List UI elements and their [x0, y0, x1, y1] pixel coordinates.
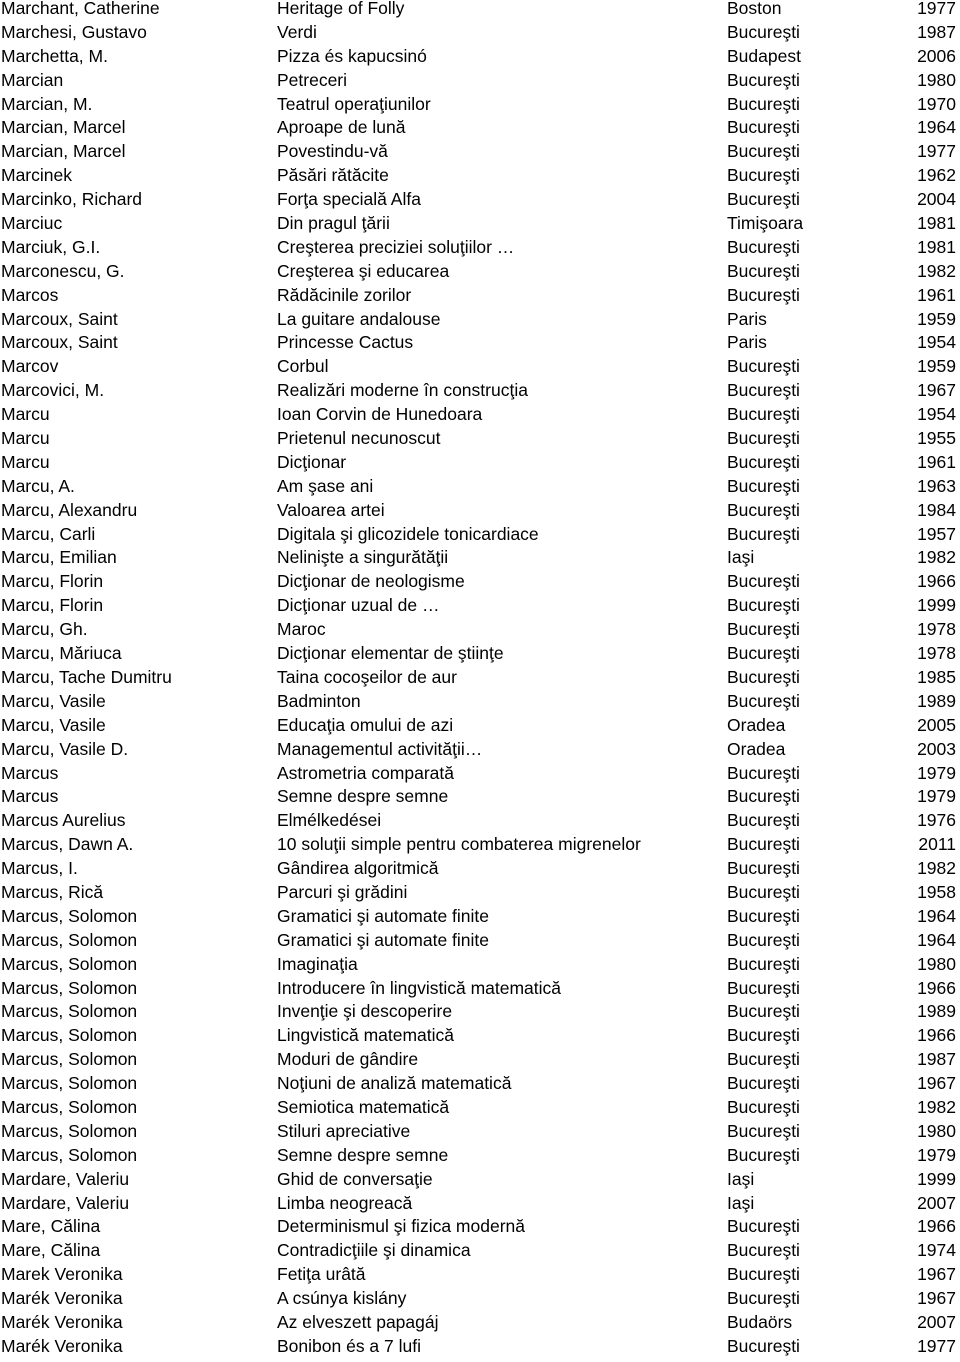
year-cell: 2007	[917, 1311, 956, 1332]
catalog-row	[0, 881, 960, 905]
year-cell: 1980	[917, 69, 956, 90]
city-cell: Bucureşti	[727, 762, 800, 783]
author-cell: Marcus Aurelius	[1, 810, 126, 831]
city-cell: Bucureşti	[727, 1120, 800, 1141]
catalog-row	[0, 666, 960, 690]
city-cell: Bucureşti	[727, 571, 800, 592]
title-cell: Gramatici şi automate finite	[277, 929, 490, 950]
catalog-row	[0, 1048, 960, 1072]
author-cell: Marcov	[1, 356, 59, 377]
catalog-row	[0, 833, 960, 857]
title-cell: Introducere în lingvistică matematică	[277, 977, 562, 998]
city-cell: Bucureşti	[727, 165, 800, 186]
city-cell: Iaşi	[727, 1192, 755, 1213]
year-cell: 1966	[917, 977, 956, 998]
catalog-row	[0, 1120, 960, 1144]
title-cell: Princesse Cactus	[277, 332, 414, 353]
catalog-row	[0, 642, 960, 666]
author-cell: Marciuc	[1, 213, 63, 234]
title-cell: Taina cocoşeilor de aur	[277, 666, 457, 687]
year-cell: 1980	[917, 953, 956, 974]
city-cell: Iaşi	[727, 547, 755, 568]
author-cell: Marcu, Vasile	[1, 690, 106, 711]
title-cell: Contradicţiile şi dinamica	[277, 1240, 471, 1261]
title-cell: Fetiţa urâtă	[277, 1264, 366, 1285]
city-cell: Budaörs	[727, 1311, 793, 1332]
catalog-row	[0, 1287, 960, 1311]
catalog-row	[0, 977, 960, 1001]
author-cell: Marcinko, Richard	[1, 189, 143, 210]
city-cell: Bucureşti	[727, 499, 800, 520]
city-cell: Iaşi	[727, 1168, 755, 1189]
title-cell: Digitala şi glicozidele tonicardiace	[277, 523, 539, 544]
year-cell: 1999	[917, 1168, 956, 1189]
city-cell: Bucureşti	[727, 643, 800, 664]
city-cell: Bucureşti	[727, 451, 800, 472]
title-cell: Noţiuni de analiză matematică	[277, 1073, 512, 1094]
title-cell: Creşterea preciziei soluţiilor …	[277, 236, 515, 257]
year-cell: 2006	[917, 45, 956, 66]
catalog-row	[0, 403, 960, 427]
catalog-row	[0, 1024, 960, 1048]
title-cell: Invenţie şi descoperire	[277, 1001, 453, 1022]
author-cell: Mardare, Valeriu	[1, 1192, 130, 1213]
title-cell: 10 soluţii simple pentru combaterea migrenelor	[277, 834, 641, 855]
title-cell: Ioan Corvin de Hunedoara	[277, 404, 483, 425]
year-cell: 1979	[917, 762, 956, 783]
title-cell: Semiotica matematică	[277, 1096, 450, 1117]
title-cell: Aproape de lună	[277, 117, 406, 138]
city-cell: Bucureşti	[727, 810, 800, 831]
city-cell: Bucureşti	[727, 1073, 800, 1094]
author-cell: Marcu, A.	[1, 475, 75, 496]
author-cell: Marcu, Vasile	[1, 714, 106, 735]
city-cell: Bucureşti	[727, 666, 800, 687]
catalog-row	[0, 690, 960, 714]
author-cell: Marcus, I.	[1, 858, 78, 879]
year-cell: 1967	[917, 380, 956, 401]
city-cell: Bucureşti	[727, 428, 800, 449]
author-cell: Marcu, Alexandru	[1, 499, 138, 520]
year-cell: 2011	[918, 834, 956, 855]
catalog-row	[0, 284, 960, 308]
title-cell: Teatrul operaţiunilor	[277, 93, 431, 114]
year-cell: 1961	[917, 284, 956, 305]
year-cell: 1966	[917, 1216, 956, 1237]
title-cell: Semne despre semne	[277, 1144, 449, 1165]
title-cell: Astrometria comparată	[277, 762, 455, 783]
author-cell: Marcus, Solomon	[1, 1049, 138, 1070]
title-cell: A csúnya kislány	[277, 1288, 407, 1309]
year-cell: 1979	[917, 786, 956, 807]
author-cell: Mare, Călina	[1, 1216, 101, 1237]
year-cell: 1964	[917, 929, 956, 950]
city-cell: Bucureşti	[727, 189, 800, 210]
city-cell: Bucureşti	[727, 475, 800, 496]
catalog-row	[0, 785, 960, 809]
catalog-row	[0, 260, 960, 284]
city-cell: Bucureşti	[727, 786, 800, 807]
year-cell: 1964	[917, 905, 956, 926]
year-cell: 1977	[917, 141, 956, 162]
title-cell: Imaginaţia	[277, 953, 358, 974]
catalog-row	[0, 236, 960, 260]
catalog-row	[0, 1239, 960, 1263]
year-cell: 1977	[917, 0, 956, 18]
city-cell: Bucureşti	[727, 595, 800, 616]
catalog-row	[0, 499, 960, 523]
city-cell: Bucureşti	[727, 1096, 800, 1117]
city-cell: Bucureşti	[727, 881, 800, 902]
year-cell: 1982	[917, 260, 956, 281]
city-cell: Bucureşti	[727, 858, 800, 879]
catalog-row	[0, 331, 960, 355]
catalog-row	[0, 427, 960, 451]
catalog-row	[0, 953, 960, 977]
year-cell: 1967	[917, 1264, 956, 1285]
title-cell: Realizări moderne în construcţia	[277, 380, 528, 401]
author-cell: Marcus	[1, 786, 59, 807]
catalog-row	[0, 1000, 960, 1024]
title-cell: Determinismul şi fizica modernă	[277, 1216, 525, 1237]
title-cell: Limba neogreacă	[277, 1192, 413, 1213]
title-cell: Maroc	[277, 619, 326, 640]
author-cell: Marcovici, M.	[1, 380, 105, 401]
year-cell: 1958	[917, 881, 956, 902]
year-cell: 1989	[917, 1001, 956, 1022]
title-cell: Gândirea algoritmică	[277, 858, 439, 879]
catalog-row	[0, 738, 960, 762]
author-cell: Marchesi, Gustavo	[1, 21, 147, 42]
catalog-row	[0, 475, 960, 499]
author-cell: Marcu, Tache Dumitru	[1, 666, 172, 687]
author-cell: Marcoux, Saint	[1, 308, 118, 329]
author-cell: Marcus, Dawn A.	[1, 834, 134, 855]
author-cell: Marcus, Solomon	[1, 1096, 138, 1117]
year-cell: 1974	[917, 1240, 956, 1261]
year-cell: 1962	[917, 165, 956, 186]
city-cell: Bucureşti	[727, 929, 800, 950]
catalog-row	[0, 140, 960, 164]
author-cell: Marcu	[1, 404, 50, 425]
city-cell: Bucureşti	[727, 953, 800, 974]
year-cell: 1979	[917, 1144, 956, 1165]
author-cell: Marcinek	[1, 165, 72, 186]
title-cell: Petreceri	[277, 69, 348, 90]
catalog-row	[0, 164, 960, 188]
catalog-row	[0, 594, 960, 618]
catalog-row	[0, 546, 960, 570]
city-cell: Bucureşti	[727, 141, 800, 162]
title-cell: Verdi	[277, 21, 317, 42]
author-cell: Marchant, Catherine	[1, 0, 160, 18]
year-cell: 2005	[917, 714, 956, 735]
title-cell: Heritage of Folly	[277, 0, 405, 18]
title-cell: Bonibon és a 7 lufi	[277, 1335, 421, 1356]
year-cell: 2004	[917, 189, 956, 210]
title-cell: Prietenul necunoscut	[277, 428, 441, 449]
author-cell: Marek Veronika	[1, 1264, 123, 1285]
catalog-row	[0, 905, 960, 929]
catalog-row	[0, 1144, 960, 1168]
author-cell: Marcu, Carli	[1, 523, 96, 544]
year-cell: 1966	[917, 571, 956, 592]
city-cell: Bucureşti	[727, 93, 800, 114]
catalog-row	[0, 355, 960, 379]
author-cell: Marconescu, G.	[1, 260, 125, 281]
catalog-row	[0, 116, 960, 140]
year-cell: 1978	[917, 619, 956, 640]
city-cell: Bucureşti	[727, 260, 800, 281]
catalog-row	[0, 1072, 960, 1096]
city-cell: Budapest	[727, 45, 801, 66]
year-cell: 2003	[917, 738, 956, 759]
year-cell: 1963	[917, 475, 956, 496]
year-cell: 1964	[917, 117, 956, 138]
title-cell: Moduri de gândire	[277, 1049, 419, 1070]
author-cell: Marcu, Florin	[1, 595, 104, 616]
year-cell: 1987	[917, 21, 956, 42]
catalog-row	[0, 857, 960, 881]
catalog-row	[0, 523, 960, 547]
city-cell: Boston	[727, 0, 782, 18]
city-cell: Bucureşti	[727, 977, 800, 998]
catalog-row	[0, 69, 960, 93]
city-cell: Bucureşti	[727, 905, 800, 926]
year-cell: 1966	[917, 1025, 956, 1046]
city-cell: Bucureşti	[727, 404, 800, 425]
year-cell: 1954	[917, 404, 956, 425]
catalog-row	[0, 618, 960, 642]
catalog-row	[0, 929, 960, 953]
year-cell: 1982	[917, 547, 956, 568]
title-cell: Rădăcinile zorilor	[277, 284, 412, 305]
year-cell: 1982	[917, 858, 956, 879]
year-cell: 1987	[917, 1049, 956, 1070]
city-cell: Bucureşti	[727, 117, 800, 138]
title-cell: Dicţionar elementar de ştiinţe	[277, 643, 504, 664]
catalog-row	[0, 451, 960, 475]
city-cell: Bucureşti	[727, 1144, 800, 1165]
title-cell: Az elveszett papagáj	[277, 1311, 439, 1332]
author-cell: Marcian, Marcel	[1, 141, 126, 162]
city-cell: Bucureşti	[727, 356, 800, 377]
title-cell: Nelinişte a singurătăţii	[277, 547, 449, 568]
title-cell: Ghid de conversaţie	[277, 1168, 433, 1189]
author-cell: Marcu	[1, 451, 50, 472]
year-cell: 1982	[917, 1096, 956, 1117]
author-cell: Marcus, Solomon	[1, 929, 138, 950]
year-cell: 1981	[917, 236, 956, 257]
city-cell: Bucureşti	[727, 523, 800, 544]
title-cell: Elmélkedései	[277, 810, 382, 831]
year-cell: 1985	[917, 666, 956, 687]
year-cell: 1957	[917, 523, 956, 544]
city-cell: Bucureşti	[727, 619, 800, 640]
title-cell: Forţa specială Alfa	[277, 189, 421, 210]
title-cell: Dicţionar uzual de …	[277, 595, 440, 616]
year-cell: 1959	[917, 356, 956, 377]
author-cell: Marék Veronika	[1, 1311, 123, 1332]
catalog-row	[0, 570, 960, 594]
author-cell: Mardare, Valeriu	[1, 1168, 130, 1189]
city-cell: Bucureşti	[727, 1049, 800, 1070]
author-cell: Marcu, Gh.	[1, 619, 88, 640]
author-cell: Marcu, Florin	[1, 571, 104, 592]
title-cell: Educaţia omului de azi	[277, 714, 454, 735]
author-cell: Marcian, Marcel	[1, 117, 126, 138]
title-cell: Badminton	[277, 690, 361, 711]
year-cell: 1980	[917, 1120, 956, 1141]
author-cell: Marcus, Solomon	[1, 1144, 138, 1165]
city-cell: Bucureşti	[727, 284, 800, 305]
title-cell: Corbul	[277, 356, 329, 377]
title-cell: Povestindu-vă	[277, 141, 388, 162]
author-cell: Marcus, Solomon	[1, 1073, 138, 1094]
year-cell: 1984	[917, 499, 956, 520]
title-cell: Parcuri şi grădini	[277, 881, 408, 902]
author-cell: Marcu, Vasile D.	[1, 738, 129, 759]
city-cell: Oradea	[727, 714, 786, 735]
author-cell: Marcus, Solomon	[1, 1001, 138, 1022]
year-cell: 1954	[917, 332, 956, 353]
title-cell: Lingvistică matematică	[277, 1025, 455, 1046]
author-cell: Marcu	[1, 428, 50, 449]
catalog-row	[0, 212, 960, 236]
year-cell: 1981	[917, 213, 956, 234]
year-cell: 1967	[917, 1073, 956, 1094]
city-cell: Bucureşti	[727, 1288, 800, 1309]
city-cell: Bucureşti	[727, 21, 800, 42]
author-cell: Marcoux, Saint	[1, 332, 118, 353]
author-cell: Marcian, M.	[1, 93, 93, 114]
catalog-row	[0, 762, 960, 786]
title-cell: Valoarea artei	[277, 499, 385, 520]
city-cell: Paris	[727, 308, 767, 329]
city-cell: Bucureşti	[727, 1025, 800, 1046]
year-cell: 1961	[917, 451, 956, 472]
author-cell: Marcus	[1, 762, 59, 783]
year-cell: 2007	[917, 1192, 956, 1213]
city-cell: Bucureşti	[727, 236, 800, 257]
title-cell: Stiluri apreciative	[277, 1120, 411, 1141]
author-cell: Marcus, Solomon	[1, 977, 138, 998]
city-cell: Bucureşti	[727, 1240, 800, 1261]
catalog-row	[0, 1168, 960, 1192]
year-cell: 1959	[917, 308, 956, 329]
title-cell: Creşterea şi educarea	[277, 260, 450, 281]
city-cell: Bucureşti	[727, 1264, 800, 1285]
title-cell: Dicţionar de neologisme	[277, 571, 465, 592]
title-cell: Pizza és kapucsinó	[277, 45, 427, 66]
catalog-row	[0, 188, 960, 212]
city-cell: Bucureşti	[727, 380, 800, 401]
author-cell: Mare, Călina	[1, 1240, 101, 1261]
author-cell: Marciuk, G.I.	[1, 236, 101, 257]
catalog-row	[0, 308, 960, 332]
city-cell: Oradea	[727, 738, 786, 759]
catalog-row	[0, 714, 960, 738]
city-cell: Timişoara	[727, 213, 804, 234]
author-cell: Marék Veronika	[1, 1288, 123, 1309]
year-cell: 1978	[917, 643, 956, 664]
catalog-row	[0, 1335, 960, 1359]
year-cell: 1967	[917, 1288, 956, 1309]
catalog-row	[0, 45, 960, 69]
title-cell: La guitare andalouse	[277, 308, 441, 329]
city-cell: Bucureşti	[727, 834, 800, 855]
author-cell: Marék Veronika	[1, 1335, 123, 1356]
year-cell: 1955	[917, 428, 956, 449]
city-cell: Bucureşti	[727, 1001, 800, 1022]
city-cell: Bucureşti	[727, 690, 800, 711]
author-cell: Marchetta, M.	[1, 45, 108, 66]
catalog-row	[0, 1263, 960, 1287]
author-cell: Marcu, Emilian	[1, 547, 117, 568]
year-cell: 1999	[917, 595, 956, 616]
catalog-row	[0, 0, 960, 21]
author-cell: Marcus, Solomon	[1, 1025, 138, 1046]
catalog-row	[0, 1192, 960, 1216]
author-cell: Marcu, Măriuca	[1, 643, 122, 664]
author-cell: Marcus, Solomon	[1, 953, 138, 974]
author-cell: Marcus, Solomon	[1, 1120, 138, 1141]
title-cell: Am şase ani	[277, 475, 374, 496]
title-cell: Semne despre semne	[277, 786, 449, 807]
city-cell: Paris	[727, 332, 767, 353]
year-cell: 1977	[917, 1335, 956, 1356]
title-cell: Dicţionar	[277, 451, 347, 472]
catalog-row	[0, 21, 960, 45]
title-cell: Păsări rătăcite	[277, 165, 389, 186]
catalog-row	[0, 93, 960, 117]
catalog-row	[0, 1311, 960, 1335]
catalog-row	[0, 1215, 960, 1239]
title-cell: Din pragul ţării	[277, 213, 390, 234]
author-cell: Marcos	[1, 284, 59, 305]
author-cell: Marcus, Rică	[1, 881, 104, 902]
title-cell: Managementul activităţii…	[277, 738, 483, 759]
city-cell: Bucureşti	[727, 69, 800, 90]
city-cell: Bucureşti	[727, 1335, 800, 1356]
city-cell: Bucureşti	[727, 1216, 800, 1237]
title-cell: Gramatici şi automate finite	[277, 905, 490, 926]
year-cell: 1976	[917, 810, 956, 831]
year-cell: 1989	[917, 690, 956, 711]
catalog-row	[0, 809, 960, 833]
author-cell: Marcus, Solomon	[1, 905, 138, 926]
catalog-row	[0, 1096, 960, 1120]
author-cell: Marcian	[1, 69, 64, 90]
catalog-row	[0, 379, 960, 403]
year-cell: 1970	[917, 93, 956, 114]
